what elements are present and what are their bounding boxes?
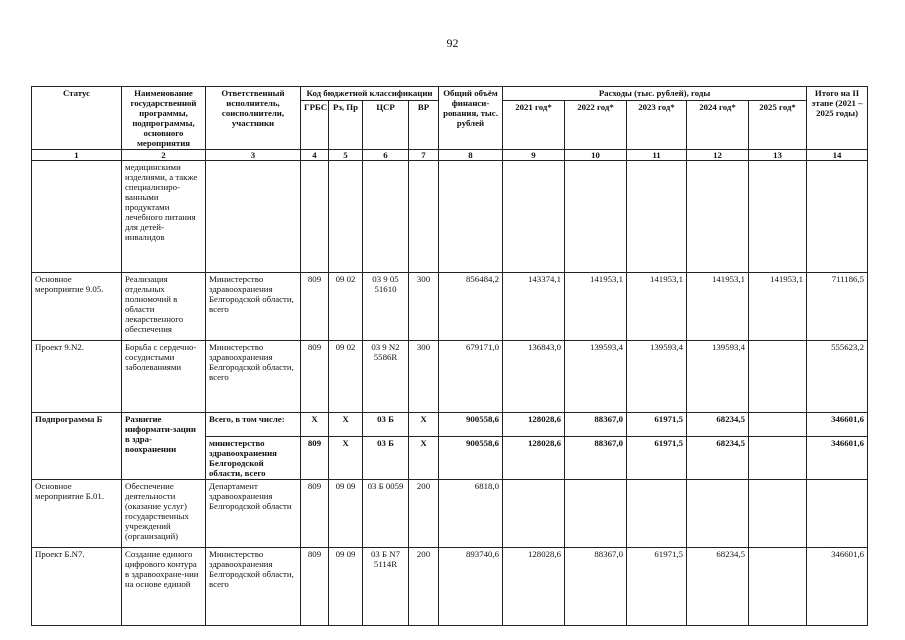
header-2024: 2024 год*	[687, 101, 749, 150]
column-number: 11	[627, 150, 687, 161]
cell-csr: 03 Б	[363, 437, 409, 480]
cell-2024	[687, 480, 749, 548]
cell-2024: 139593,4	[687, 341, 749, 413]
cell-2025	[749, 413, 807, 437]
column-number: 8	[439, 150, 503, 161]
cell-total: 6818,0	[439, 480, 503, 548]
cell-2025	[749, 341, 807, 413]
cell-sum	[807, 161, 868, 273]
header-grbs: ГРБС	[301, 101, 329, 150]
cell-2025	[749, 161, 807, 273]
cell-2025: 141953,1	[749, 273, 807, 341]
column-number: 12	[687, 150, 749, 161]
column-number: 3	[206, 150, 301, 161]
column-number-row	[32, 150, 868, 161]
cell-grbs: 809	[301, 273, 329, 341]
cell-csr: 03 9 N2 5586R	[363, 341, 409, 413]
cell-2024: 141953,1	[687, 273, 749, 341]
cell-2022	[565, 161, 627, 273]
header-executor: Ответственный исполнитель, соисполнители, участники	[206, 87, 301, 150]
cell-grbs: Х	[301, 413, 329, 437]
cell-grbs: 809	[301, 437, 329, 480]
cell-vr: 200	[409, 480, 439, 548]
cell-2023	[627, 480, 687, 548]
cell-status: Проект 9.N2.	[32, 341, 122, 413]
cell-2021	[503, 480, 565, 548]
cell-rzpr: 09 09	[329, 480, 363, 548]
cell-2021: 136843,0	[503, 341, 565, 413]
cell-name: Обеспечение деятельности (оказание услуг) государственных учреждений (организаций)	[122, 480, 206, 548]
cell-2023: 61971,5	[627, 413, 687, 437]
cell-2023	[627, 161, 687, 273]
cell-2021: 128028,6	[503, 413, 565, 437]
cell-name: Реализация отдельных полномочий в области лекарственного обеспечения	[122, 273, 206, 341]
cell-vr: 200	[409, 548, 439, 626]
header-2021: 2021 год*	[503, 101, 565, 150]
cell-total: 900558,6	[439, 413, 503, 437]
cell-sum	[807, 480, 868, 548]
cell-grbs: 809	[301, 548, 329, 626]
header-2022: 2022 год*	[565, 101, 627, 150]
column-number: 1	[32, 150, 122, 161]
cell-sum: 711186,5	[807, 273, 868, 341]
cell-csr: 03 Б 0059	[363, 480, 409, 548]
cell-rzpr: 09 09	[329, 548, 363, 626]
cell-executor: Министерство здравоохранения Белгородской области, всего	[206, 341, 301, 413]
cell-status: Основное мероприятие Б.01.	[32, 480, 122, 548]
cell-status: Проект Б.N7.	[32, 548, 122, 626]
cell-vr	[409, 161, 439, 273]
cell-csr: 03 9 05 51610	[363, 273, 409, 341]
cell-name: медицинскими изделиями, а также специализиро-ванными продуктами лечебного питания для детей-инвалидов	[122, 161, 206, 273]
cell-total: 893740,6	[439, 548, 503, 626]
cell-2024: 68234,5	[687, 413, 749, 437]
cell-executor: Министерство здравоохранения Белгородской области, всего	[206, 273, 301, 341]
cell-grbs: 809	[301, 480, 329, 548]
cell-2022: 88367,0	[565, 548, 627, 626]
header-vr: ВР	[409, 101, 439, 150]
cell-sum: 346601,6	[807, 548, 868, 626]
cell-2022: 139593,4	[565, 341, 627, 413]
cell-2021	[503, 161, 565, 273]
page-number: 92	[446, 36, 459, 50]
cell-vr: 300	[409, 341, 439, 413]
cell-sum: 346601,6	[807, 413, 868, 437]
cell-csr: 03 Б N7 5114R	[363, 548, 409, 626]
cell-status	[32, 161, 122, 273]
cell-sum: 346601,6	[807, 437, 868, 480]
cell-name: Развитие информати-зации в здра-воохранении	[122, 413, 206, 480]
cell-total: 679171,0	[439, 341, 503, 413]
table-row	[32, 341, 868, 413]
table-row	[32, 413, 868, 437]
header-2025: 2025 год*	[749, 101, 807, 150]
cell-rzpr: 09 02	[329, 341, 363, 413]
cell-2024: 68234,5	[687, 437, 749, 480]
cell-2023: 61971,5	[627, 548, 687, 626]
cell-rzpr: Х	[329, 437, 363, 480]
cell-rzpr: Х	[329, 413, 363, 437]
header-2023: 2023 год*	[627, 101, 687, 150]
header-rzpr: Рз, Пр	[329, 101, 363, 150]
cell-grbs: 809	[301, 341, 329, 413]
table-row	[32, 548, 868, 626]
cell-2023: 141953,1	[627, 273, 687, 341]
cell-2021: 128028,6	[503, 437, 565, 480]
cell-2022: 88367,0	[565, 437, 627, 480]
column-number: 6	[363, 150, 409, 161]
column-number: 5	[329, 150, 363, 161]
cell-2021: 143374,1	[503, 273, 565, 341]
header-program: Наименование государственной программы, подпрограммы, основного мероприятия	[122, 87, 206, 150]
cell-2022: 88367,0	[565, 413, 627, 437]
cell-total: 856484,2	[439, 273, 503, 341]
cell-csr: 03 Б	[363, 413, 409, 437]
cell-status: Основное мероприятие 9.05.	[32, 273, 122, 341]
cell-executor: Департамент здравоохранения Белгородской области	[206, 480, 301, 548]
column-number: 13	[749, 150, 807, 161]
cell-2025	[749, 548, 807, 626]
cell-2024	[687, 161, 749, 273]
header-budget-code: Код бюджетной классификации	[301, 87, 439, 101]
cell-executor: министерство здравоохранения Белгородской области, всего	[206, 437, 301, 480]
cell-total: 900558,6	[439, 437, 503, 480]
cell-vr: Х	[409, 437, 439, 480]
cell-executor: Всего, в том числе:	[206, 413, 301, 437]
column-number: 2	[122, 150, 206, 161]
cell-vr: Х	[409, 413, 439, 437]
cell-csr	[363, 161, 409, 273]
cell-sum: 555623,2	[807, 341, 868, 413]
column-number: 9	[503, 150, 565, 161]
table-row	[32, 480, 868, 548]
cell-vr: 300	[409, 273, 439, 341]
cell-2022: 141953,1	[565, 273, 627, 341]
cell-total	[439, 161, 503, 273]
cell-executor: Министерство здравоохранения Белгородской области, всего	[206, 548, 301, 626]
cell-2023: 139593,4	[627, 341, 687, 413]
cell-name: Создание единого цифрового контура в здравоохране-нии на основе единой	[122, 548, 206, 626]
cell-2025	[749, 437, 807, 480]
cell-status: Подпрограмма Б	[32, 413, 122, 480]
header-csr: ЦСР	[363, 101, 409, 150]
table-row	[32, 273, 868, 341]
cell-rzpr	[329, 161, 363, 273]
column-number: 7	[409, 150, 439, 161]
cell-2022	[565, 480, 627, 548]
header-total: Общий объём финанси-рования, тыс. рублей	[439, 87, 503, 150]
cell-2024: 68234,5	[687, 548, 749, 626]
cell-2025	[749, 480, 807, 548]
header-expenses: Расходы (тыс. рублей), годы	[503, 87, 807, 101]
cell-name: Борьба с сердечно-сосудистыми заболеваниями	[122, 341, 206, 413]
cell-grbs	[301, 161, 329, 273]
table-row	[32, 161, 868, 273]
header-status: Статус	[32, 87, 122, 150]
column-number: 4	[301, 150, 329, 161]
cell-executor	[206, 161, 301, 273]
cell-2023: 61971,5	[627, 437, 687, 480]
header-stage-total: Итого на II этапе (2021 – 2025 годы)	[807, 87, 868, 150]
cell-rzpr: 09 02	[329, 273, 363, 341]
column-number: 14	[807, 150, 868, 161]
budget-table	[31, 86, 868, 626]
cell-2021: 128028,6	[503, 548, 565, 626]
column-number: 10	[565, 150, 627, 161]
